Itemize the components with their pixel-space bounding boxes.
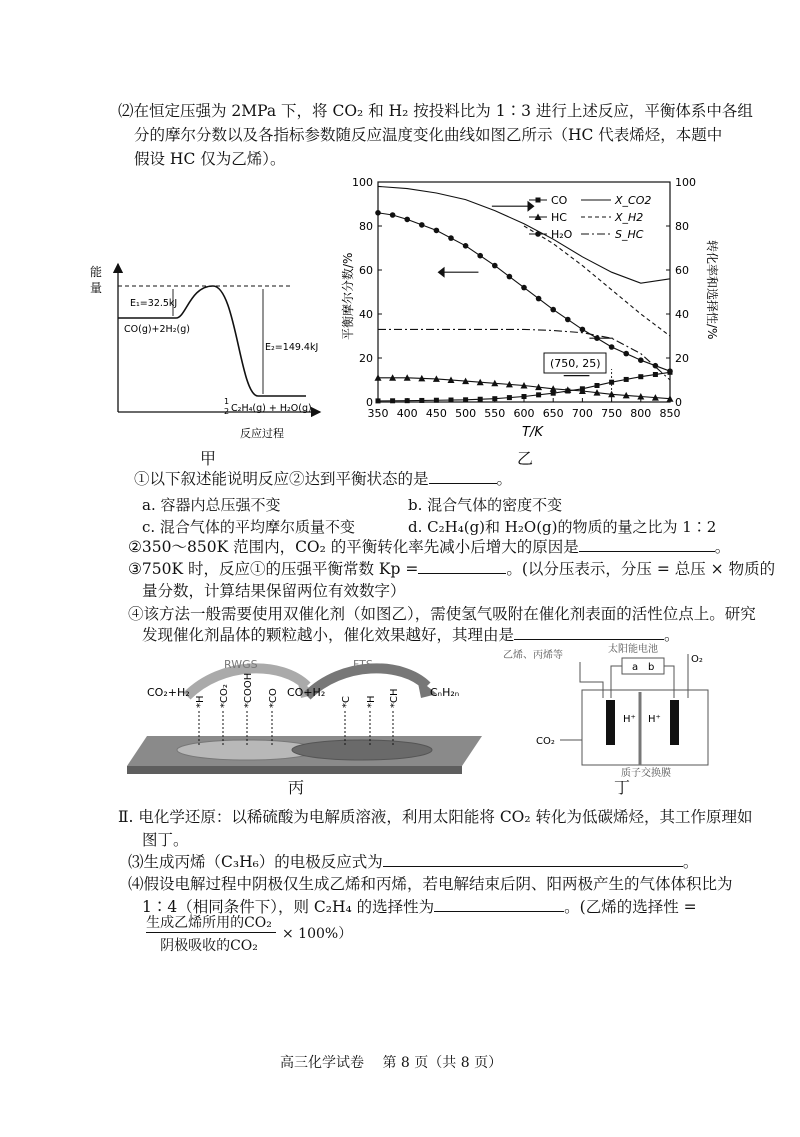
q1-end: 。 xyxy=(496,470,513,488)
legend-circle-marker xyxy=(535,231,541,237)
x-tick-label: 850 xyxy=(659,407,681,420)
q1-stem xyxy=(134,468,512,490)
co-data-point xyxy=(507,395,512,400)
q4-text: 发现催化剂晶体的颗粒越小，催化效果越好，其理由是 xyxy=(142,626,515,644)
caption-yi: 乙 xyxy=(517,449,534,468)
y-right-tick-label: 40 xyxy=(675,308,689,321)
y-left-tick-label: 20 xyxy=(359,352,373,365)
q1-option-d: d. C₂H₄(g)和 H₂O(g)的物质的量之比为 1∶2 xyxy=(408,518,717,536)
co2-label: CO₂ xyxy=(536,736,555,747)
x-tick-label: 600 xyxy=(513,407,535,420)
q5-answer-blank[interactable] xyxy=(383,852,683,867)
y-right-tick-label: 20 xyxy=(675,352,689,365)
q1-option-b: b. 混合气体的密度不变 xyxy=(408,496,563,514)
h2o-data-point xyxy=(550,307,556,313)
fraction-tail: × 100%） xyxy=(282,926,353,942)
output-label: CₙH₂ₙ xyxy=(430,686,460,699)
x-tick-label: 700 xyxy=(571,407,593,420)
chart-ylabel-left: 平衡摩尔分数/% xyxy=(341,252,355,340)
product-label: C₂H₄(g) + H₂O(g) xyxy=(231,403,312,414)
h2o-data-point xyxy=(477,253,483,259)
adsorbed-species-label: *CH xyxy=(389,688,400,708)
chart-annotation: (750, 25) xyxy=(550,357,601,370)
legend-square-marker xyxy=(536,198,541,203)
cathode xyxy=(606,700,615,745)
caption-bing: 丙 xyxy=(288,778,305,797)
co-data-point xyxy=(638,374,643,379)
e1-label: E₁=32.5kJ xyxy=(130,298,178,309)
q1-text: ①以下叙述能说明反应②达到平衡状态的是 xyxy=(134,470,429,488)
adsorbed-species-label: *CO₂ xyxy=(219,684,230,708)
h2o-data-point xyxy=(404,217,410,223)
co-data-point xyxy=(653,372,658,377)
product-outlet xyxy=(580,662,603,698)
h2o-data-point xyxy=(521,285,527,291)
y-axis-label-top: 能 xyxy=(90,265,103,279)
x-tick-label: 400 xyxy=(396,407,418,420)
q2-answer-blank[interactable] xyxy=(579,537,715,552)
wire-a xyxy=(611,666,622,698)
input-label: CO₂+H₂ xyxy=(147,686,190,699)
hplus-left: H⁺ xyxy=(623,714,636,725)
electrode-a-label: a xyxy=(632,662,639,673)
intermediate-label: CO+H₂ xyxy=(287,686,326,699)
anode xyxy=(670,700,679,745)
e2-label: E₂=149.4kJ xyxy=(265,342,319,353)
x-tick-label: 450 xyxy=(425,407,447,420)
adsorbed-species-label: *C xyxy=(341,696,352,708)
y-left-tick-label: 80 xyxy=(359,220,373,233)
y-right-tick-label: 0 xyxy=(675,396,682,409)
o2-label: O₂ xyxy=(691,654,703,665)
series-line xyxy=(524,226,670,336)
h2o-data-point xyxy=(623,351,629,357)
legend-line-label: S_HC xyxy=(615,228,644,241)
h2o-data-point xyxy=(492,263,498,269)
y-right-tick-label: 60 xyxy=(675,264,689,277)
h2o-data-point xyxy=(609,344,615,350)
caption-ding: 丁 xyxy=(614,778,631,797)
chart-ylabel-right: 转化率和选择性/% xyxy=(705,240,719,340)
rwgs-label: RWGS xyxy=(224,658,258,671)
y-left-tick-label: 0 xyxy=(366,396,373,409)
co-data-point xyxy=(492,396,497,401)
q6-line-1: ⑷假设电解过程中阴极仅生成乙烯和丙烯，若电解结束后阴、阳两极产生的气体体积比为 xyxy=(128,875,733,893)
h2o-data-point xyxy=(434,228,440,234)
co-data-point xyxy=(536,392,541,397)
q2-end: 。 xyxy=(714,538,731,556)
fraction-denominator: 阴极吸收的CO₂ xyxy=(160,938,258,954)
intro-line-3: 假设 HC 仅为乙烯）。 xyxy=(134,150,286,168)
co-data-point xyxy=(522,394,527,399)
x-tick-label: 750 xyxy=(601,407,623,420)
h2o-data-point xyxy=(507,274,513,280)
cell-container xyxy=(582,690,708,765)
q6-text: 1∶4（相同条件下），则 C₂H₄ 的选择性为 xyxy=(142,898,435,916)
membrane-label: 质子交换膜 xyxy=(621,768,671,779)
chart-xlabel: T/K xyxy=(522,425,543,440)
q5-stem xyxy=(128,851,698,873)
electrolysis-diagram xyxy=(500,640,725,780)
legend-line-label: X_H2 xyxy=(615,211,644,224)
hplus-right: H⁺ xyxy=(648,714,661,725)
q6-text-end: 。(乙烯的选择性 = xyxy=(564,898,697,916)
x-tick-label: 800 xyxy=(630,407,652,420)
wire-b xyxy=(664,666,674,698)
h2o-data-point xyxy=(667,368,673,374)
q4-line-1: ④该方法一般需要使用双催化剂（如图乙），需使氢气吸附在催化剂表面的活性位点上。研究 xyxy=(128,605,756,623)
caption-jia: 甲 xyxy=(200,449,217,468)
h2o-data-point xyxy=(536,296,542,302)
co-data-point xyxy=(405,398,410,403)
q2-text: ②350～850K 范围内，CO₂ 的平衡转化率先减小后增大的原因是 xyxy=(128,538,579,556)
electrode-b-label: b xyxy=(648,662,655,673)
h2o-data-point xyxy=(580,327,586,333)
co-data-point xyxy=(390,398,395,403)
section-2-line-1: Ⅱ. 电化学还原：以稀硫酸为电解质溶液，利用太阳能将 CO₂ 转化为低碳烯烃，其工作原理如 xyxy=(118,808,753,826)
h2o-data-point xyxy=(390,212,396,218)
h2o-data-point xyxy=(638,357,644,363)
y-axis-label-bottom: 量 xyxy=(90,281,103,295)
q4-end: 。 xyxy=(664,626,680,644)
y-left-tick-label: 40 xyxy=(359,308,373,321)
adsorbed-species-label: *H xyxy=(366,695,377,708)
y-left-tick-label: 60 xyxy=(359,264,373,277)
catalyst-diagram xyxy=(127,656,487,774)
product-frac-den: 2 xyxy=(224,407,230,416)
x-tick-label: 550 xyxy=(484,407,506,420)
x-tick-label: 350 xyxy=(367,407,389,420)
q3-text: ③750K 时，反应①的压强平衡常数 Kp = xyxy=(128,560,419,578)
h2o-data-point xyxy=(463,243,469,249)
intro-line-2: 分的摩尔分数以及各指标参数随反应温度变化曲线如图乙所示（HC 代表烯烃，本题中 xyxy=(134,126,723,144)
q5-text: ⑶生成丙烯（C₃H₆）的电极反应式为 xyxy=(128,853,383,871)
legend-label: CO xyxy=(551,194,568,207)
fts-label: FTS xyxy=(353,658,373,671)
co-data-point xyxy=(478,397,483,402)
h2o-data-point xyxy=(419,222,425,228)
q3-answer-blank[interactable] xyxy=(418,559,506,574)
xco2-arrowhead xyxy=(528,201,535,212)
q2-stem xyxy=(128,536,730,558)
co-data-point xyxy=(434,398,439,403)
co-data-point xyxy=(595,383,600,388)
equilibrium-chart xyxy=(322,170,722,440)
x-tick-label: 650 xyxy=(542,407,564,420)
section-2-line-2: 图丁。 xyxy=(142,831,189,849)
product-frac-num: 1 xyxy=(224,397,230,406)
co-data-point xyxy=(463,397,468,402)
energy-diagram xyxy=(88,262,324,442)
legend-label: H₂O xyxy=(551,228,573,241)
legend-line-label: X_CO2 xyxy=(615,194,652,207)
q3-stem xyxy=(128,558,775,580)
legend-label: HC xyxy=(551,211,567,224)
intro-line-1: ⑵在恒定压强为 2MPa 下，将 CO₂ 和 H₂ 按投料比为 1∶3 进行上述反应，平衡体系中各组 xyxy=(118,102,753,120)
co-data-point xyxy=(376,398,381,403)
y-right-tick-label: 80 xyxy=(675,220,689,233)
q4-answer-blank[interactable] xyxy=(514,625,664,640)
q3-end: 。(以分压表示，分压 = 总压 × 物质的 xyxy=(506,560,776,578)
adsorbed-species-label: *COOH xyxy=(243,672,254,708)
surface-edge xyxy=(127,766,462,774)
y-right-tick-label: 100 xyxy=(675,176,696,189)
fraction-bar xyxy=(146,932,276,933)
q1-option-a: a. 容器内总压强不变 xyxy=(142,496,281,514)
reactant-label: CO(g)+2H₂(g) xyxy=(124,324,190,335)
h2o-data-point xyxy=(448,235,454,241)
co-data-point xyxy=(624,377,629,382)
page-footer: 高三化学试卷 第 8 页（共 8 页） xyxy=(280,1055,503,1071)
q1-option-c: c. 混合气体的平均摩尔质量不变 xyxy=(142,518,355,536)
co-data-point xyxy=(419,398,424,403)
q1-answer-blank[interactable] xyxy=(429,469,497,484)
adsorbed-species-label: *H xyxy=(195,695,206,708)
q5-end: 。 xyxy=(682,853,699,871)
solar-cell-box xyxy=(622,658,664,674)
fts-catalyst-disc xyxy=(292,740,432,760)
y-left-tick-label: 100 xyxy=(352,176,373,189)
x-axis-label: 反应过程 xyxy=(240,427,284,440)
solar-cell-label: 太阳能电池 xyxy=(608,644,658,655)
products-label: 乙烯、丙烯等 xyxy=(503,650,563,661)
fraction-numerator: 生成乙烯所用的CO₂ xyxy=(146,915,272,931)
q6-answer-blank[interactable] xyxy=(434,897,564,912)
q3-line-2: 量分数，计算结果保留两位有效数字） xyxy=(142,582,406,600)
x-tick-label: 500 xyxy=(455,407,477,420)
co-data-point xyxy=(449,398,454,403)
adsorbed-species-label: *CO xyxy=(268,688,279,708)
h2o-arrowhead xyxy=(438,267,445,278)
h2o-data-point xyxy=(375,210,381,216)
h2o-data-point xyxy=(565,317,571,323)
